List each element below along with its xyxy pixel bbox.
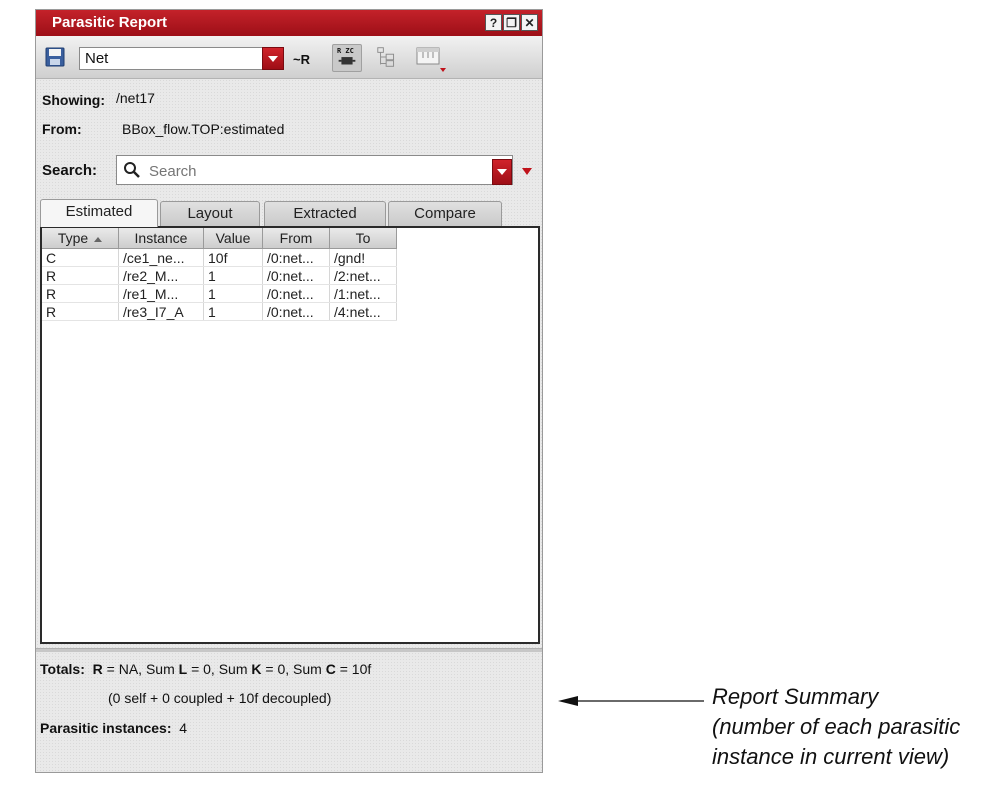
panel-divider[interactable] — [36, 648, 542, 652]
cell-value: 1 — [204, 267, 263, 285]
table-row[interactable] — [42, 303, 397, 321]
from-value: BBox_flow.TOP:estimated — [122, 121, 285, 137]
showing-label: Showing: — [42, 92, 105, 108]
search-label: Search: — [42, 162, 98, 179]
plug-icon — [333, 45, 361, 71]
parasitic-instances-count: 4 — [179, 720, 188, 736]
rzc-filter-button[interactable] — [332, 44, 362, 72]
restore-button[interactable]: ❐ — [503, 14, 520, 31]
cell-instance: /re3_I7_A — [119, 303, 204, 321]
cell-from: /0:net... — [263, 285, 330, 303]
parasitic-table — [42, 228, 397, 321]
search-options-menu-icon[interactable] — [522, 168, 532, 175]
tab-extracted[interactable]: Extracted — [264, 201, 386, 227]
totals-l-label: L — [178, 661, 188, 677]
table-row[interactable] — [42, 249, 397, 267]
totals-r-value: = NA, Sum — [102, 661, 179, 677]
cell-from: /0:net... — [263, 249, 330, 267]
parasitic-instances-label: Parasitic instances: — [40, 720, 172, 736]
parasitic-table-frame — [40, 226, 540, 644]
cell-value: 1 — [204, 285, 263, 303]
hierarchy-view-button[interactable] — [374, 44, 404, 72]
sort-ascending-icon — [94, 237, 102, 242]
annotation-line-3: instance in current view) — [712, 744, 950, 769]
from-label: From: — [42, 121, 82, 137]
totals-r-label: R — [92, 661, 103, 677]
showing-value: /net17 — [116, 90, 155, 106]
cell-instance: /re1_M... — [119, 285, 204, 303]
cell-type: R — [42, 267, 119, 285]
cell-to: /4:net... — [330, 303, 397, 321]
rzc-label: R ZC — [337, 47, 354, 55]
tab-layout[interactable]: Layout — [160, 201, 260, 227]
column-header-label: Type — [57, 230, 89, 246]
cell-value: 10f — [204, 249, 263, 267]
search-history-dropdown[interactable] — [492, 159, 512, 185]
cell-instance: /ce1_ne... — [119, 249, 204, 267]
search-input[interactable] — [147, 161, 491, 181]
close-button[interactable]: ✕ — [521, 14, 538, 31]
cell-value: 1 — [204, 303, 263, 321]
cell-type: R — [42, 303, 119, 321]
window-title: Parasitic Report — [52, 14, 168, 31]
annotation-line-1: Report Summary — [712, 684, 879, 709]
columns-icon — [414, 44, 448, 72]
tree-icon — [374, 44, 402, 70]
approximate-r-toggle[interactable]: ~R — [293, 52, 310, 67]
column-header-type[interactable] — [42, 228, 119, 249]
report-summary-annotation — [712, 682, 960, 772]
column-header-instance[interactable]: Instance — [119, 228, 204, 249]
save-icon[interactable] — [45, 47, 65, 67]
cell-to: /2:net... — [330, 267, 397, 285]
net-select-value: Net — [85, 50, 109, 67]
help-button[interactable]: ? — [485, 14, 502, 31]
cell-type: C — [42, 249, 119, 267]
table-row[interactable] — [42, 267, 397, 285]
chevron-down-icon[interactable] — [262, 47, 284, 70]
totals-label: Totals: — [40, 661, 85, 677]
column-options-button[interactable] — [414, 44, 444, 72]
net-select-dropdown[interactable] — [79, 47, 284, 70]
search-icon — [123, 161, 141, 179]
annotation-line-2: (number of each parasitic — [712, 714, 961, 739]
parasitic-report-window — [35, 9, 543, 773]
totals-c-value: = 10f — [335, 661, 372, 677]
cell-type: R — [42, 285, 119, 303]
totals-c-label: C — [325, 661, 336, 677]
totals-k-value: = 0, Sum — [261, 661, 326, 677]
chevron-down-icon — [497, 169, 507, 175]
cell-to: /1:net... — [330, 285, 397, 303]
cell-from: /0:net... — [263, 267, 330, 285]
totals-line — [40, 661, 371, 677]
table-header-row — [42, 228, 397, 249]
cell-from: /0:net... — [263, 303, 330, 321]
toolbar — [36, 36, 542, 79]
column-header-to[interactable]: To — [330, 228, 397, 249]
cell-instance: /re2_M... — [119, 267, 204, 285]
column-header-value[interactable]: Value — [204, 228, 263, 249]
totals-l-value: = 0, Sum — [187, 661, 252, 677]
search-box[interactable] — [116, 155, 513, 185]
tab-compare[interactable]: Compare — [388, 201, 502, 227]
tab-estimated[interactable]: Estimated — [40, 199, 158, 227]
title-bar[interactable] — [36, 10, 542, 36]
totals-breakdown: (0 self + 0 coupled + 10f decoupled) — [108, 690, 332, 706]
cell-to: /gnd! — [330, 249, 397, 267]
window-controls — [485, 14, 538, 31]
annotation-arrow-icon — [556, 693, 706, 709]
table-row[interactable] — [42, 285, 397, 303]
column-header-from[interactable]: From — [263, 228, 330, 249]
parasitic-instances-line — [40, 720, 187, 736]
totals-k-label: K — [251, 661, 262, 677]
